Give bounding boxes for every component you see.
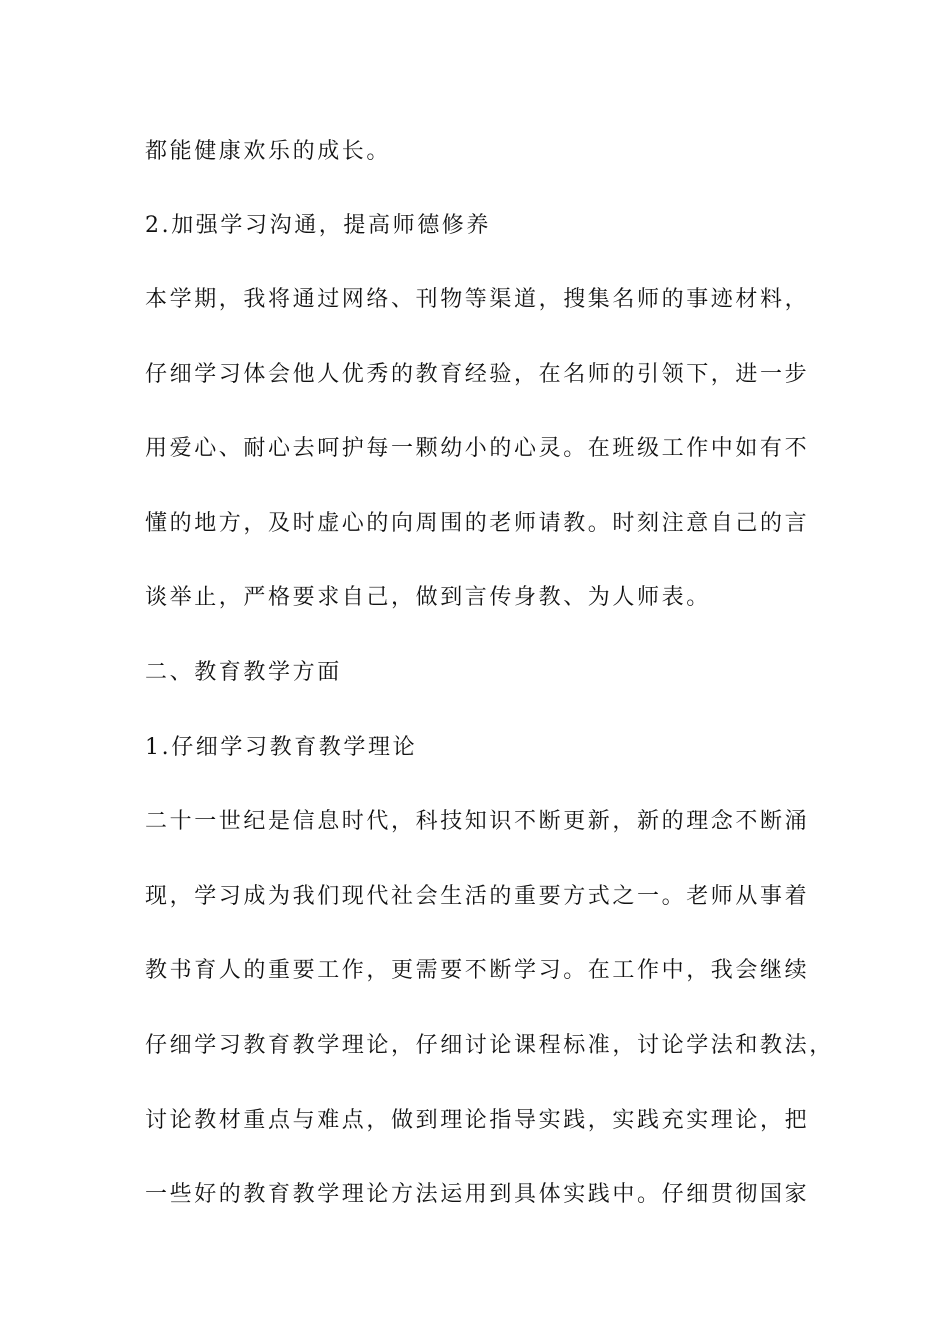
paragraph-line-6: 懂的地方，及时虚心的向周围的老师请教。时刻注意自己的言 [145, 511, 810, 536]
subsection-heading-1: 1.仔细学习教育教学理论 [145, 735, 418, 760]
paragraph-line-7: 谈举止，严格要求自己，做到言传身教、为人师表。 [145, 585, 711, 610]
paragraph-line-5: 用爱心、耐心去呵护每一颗幼小的心灵。在班级工作中如有不 [145, 436, 810, 461]
paragraph-line-14: 讨论教材重点与难点，做到理论指导实践，实践充实理论，把 [145, 1108, 810, 1133]
paragraph-line-13: 仔细学习教育教学理论，仔细讨论课程标准，讨论学法和教法， [145, 1033, 834, 1058]
paragraph-line-10: 二十一世纪是信息时代，科技知识不断更新，新的理念不断涌 [145, 809, 810, 834]
paragraph-line-4: 仔细学习体会他人优秀的教育经验，在名师的引领下，进一步 [145, 362, 810, 387]
paragraph-line-15: 一些好的教育教学理论方法运用到具体实践中。仔细贯彻国家 [145, 1182, 810, 1207]
paragraph-line-1: 都能健康欢乐的成长。 [145, 139, 392, 164]
paragraph-line-3: 本学期，我将通过网络、刊物等渠道，搜集名师的事迹材料， [145, 287, 810, 312]
paragraph-line-11: 现，学习成为我们现代社会生活的重要方式之一。老师从事着 [145, 884, 810, 909]
section-heading-2: 2.加强学习沟通，提高师德修养 [145, 213, 491, 238]
paragraph-line-12: 教书育人的重要工作，更需要不断学习。在工作中，我会继续 [145, 958, 810, 983]
section-heading-education: 二、教育教学方面 [145, 660, 342, 685]
